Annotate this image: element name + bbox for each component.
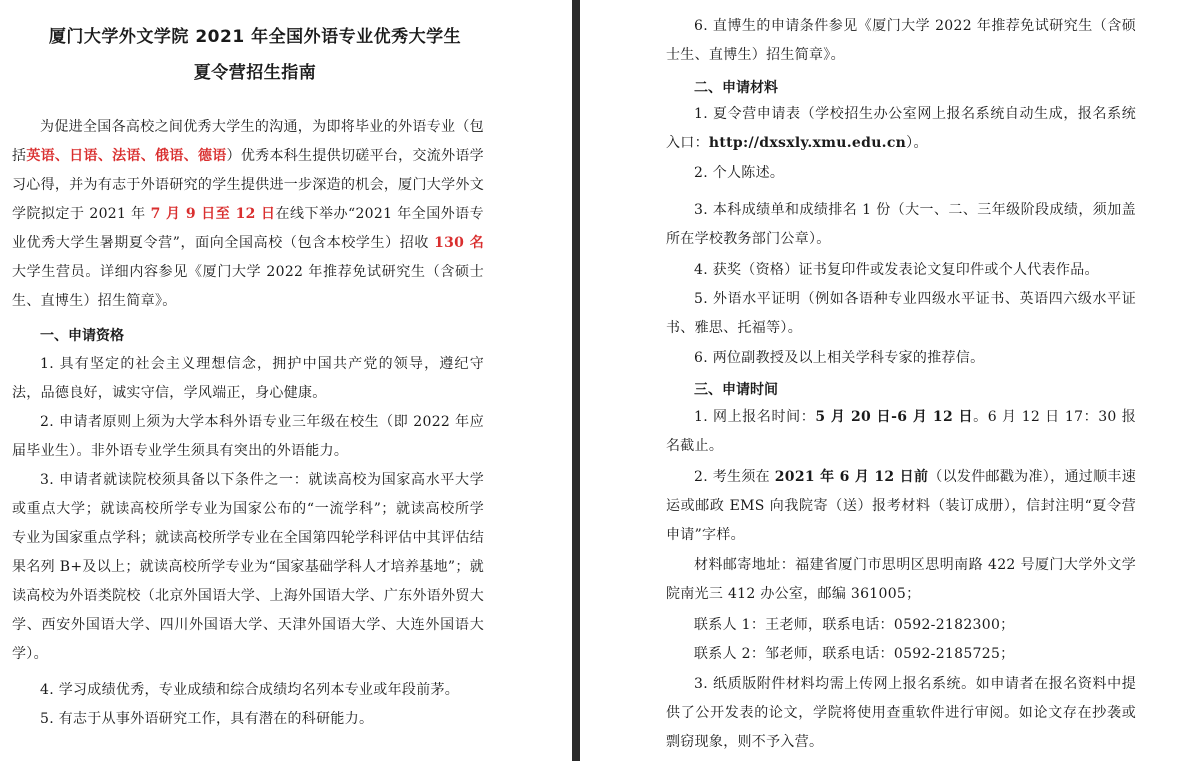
intro-paragraph — [12, 113, 484, 316]
timeline-text: 。6 月 12 日 17：30 报名截止。 — [666, 409, 1136, 454]
materials-item-3: 3. 本科成绩单和成绩排名 1 份（大一、二、三年级阶段成绩，须加盖所在学校教务部门公章）。 — [666, 202, 1136, 247]
eligibility-item-6: 6. 直博生的申请条件参见《厦门大学 2022 年推荐免试研究生（含硕士生、直博生）招生简章》。 — [666, 18, 1136, 63]
materials-item-6: 6. 两位副教授及以上相关学科专家的推荐信。 — [694, 350, 985, 366]
eligibility-item-1: 1. 具有坚定的社会主义理想信念，拥护中国共产党的领导，遵纪守法，品德良好，诚实守信，学风端正，身心健康。 — [12, 356, 484, 401]
highlight-languages: 英语、日语、法语、俄语、德语 — [26, 148, 227, 164]
contact-person-1: 联系人 1：王老师，联系电话：0592-2182300； — [694, 617, 1015, 633]
intro-text: 在线下举办“2021 年全国外语专业优秀大学生暑期夏令营”，面向全国高校（包含本校学生）招收 — [12, 206, 484, 251]
timeline-item-1 — [666, 403, 1136, 461]
section-heading-timeline: 三、申请时间 — [694, 382, 778, 398]
timeline-item-3: 3. 纸质版附件材料均需上传网上报名系统。如申请者在报名资料中提供了公开发表的论文，学院将使用查重软件进行审阅。如论文存在抄袭或剽窃现象，则不予入营。 — [666, 676, 1136, 750]
intro-text: 大学生营员。详细内容参见《厦门大学 2022 年推荐免试研究生（含硕士生、直博生）招生简章》。 — [12, 264, 484, 309]
intro-text: ）优秀本科生提供切磋平台，交流外语学习心得，并为有志于外语研究的学生提供进一步深造的机会，厦门大学外文学院拟定于 2021 年 — [12, 148, 484, 222]
left-page — [0, 0, 572, 761]
highlight-count: 130 名 — [434, 235, 484, 251]
document-title: 厦门大学外文学院 2021 年全国外语专业优秀大学生 — [48, 27, 462, 47]
eligibility-item-3: 3. 申请者就读院校须具备以下条件之一：就读高校为国家高水平大学或重点大学；就读高校所学专业为国家公布的“一流学科”；就读高校所学专业为国家重点学科；就读高校所学专业在全国第四轮学科评估中其评估结果名列 B+及以上；就读高校所学专业为“国家基础学科人才培养基地”；就读高校为外语类院校（北京外国语大学、上海外国语大学、广东外语外贸大学、西安外国语大学、四川外国语大学、天津外国语大学、大连外国语大学）。 — [12, 472, 484, 662]
materials-item-5: 5. 外语水平证明（例如各语种专业四级水平证书、英语四六级水平证书、雅思、托福等）。 — [666, 291, 1136, 336]
timeline-text: （以发件邮戳为准），通过顺丰速运或邮政 EMS 向我院寄（送）报考材料（装订成册），信封注明“夏令营申请”字样。 — [666, 469, 1137, 543]
timeline-text: 2. 考生须在 — [694, 469, 775, 485]
materials-text: ）。 — [906, 135, 928, 151]
eligibility-item-2: 2. 申请者原则上须为大学本科外语专业三年级在校生（即 2022 年应届毕业生）。非外语专业学生须具有突出的外语能力。 — [12, 414, 484, 459]
contact-person-2: 联系人 2：邹老师，联系电话：0592-2185725； — [694, 646, 1015, 662]
registration-dates: 5 月 20 日-6 月 12 日 — [815, 409, 974, 425]
section-heading-eligibility: 一、申请资格 — [40, 328, 124, 344]
materials-text: 1. 夏令营申请表（学校招生办公室网上报名系统自动生成，报名系统入口： — [666, 106, 1136, 151]
mailing-address: 材料邮寄地址：福建省厦门市思明区思明南路 422 号厦门大学外文学院南光三 412 办公室，邮编 361005； — [666, 557, 1136, 602]
mail-deadline: 2021 年 6 月 12 日前 — [774, 469, 929, 485]
section-heading-materials: 二、申请材料 — [694, 80, 778, 96]
materials-item-4: 4. 获奖（资格）证书复印件或发表论文复印件或个人代表作品。 — [694, 262, 1099, 278]
registration-url-link[interactable]: http://dxsxly.xmu.edu.cn — [708, 135, 907, 151]
materials-item-2: 2. 个人陈述。 — [694, 165, 785, 181]
materials-item-1 — [666, 100, 1136, 158]
eligibility-item-5: 5. 有志于从事外语研究工作，具有潜在的科研能力。 — [40, 711, 374, 727]
timeline-text: 1. 网上报名时间： — [694, 409, 816, 425]
intro-text: 为促进全国各高校之间优秀大学生的沟通，为即将毕业的外语专业（包括 — [12, 119, 484, 164]
timeline-item-2 — [666, 463, 1136, 550]
right-page — [580, 0, 1190, 761]
page-divider — [572, 0, 580, 761]
highlight-dates: 7 月 9 日至 12 日 — [150, 206, 276, 222]
eligibility-item-4: 4. 学习成绩优秀，专业成绩和综合成绩均名列本专业或年段前茅。 — [40, 682, 460, 698]
document-subtitle: 夏令营招生指南 — [193, 63, 317, 83]
